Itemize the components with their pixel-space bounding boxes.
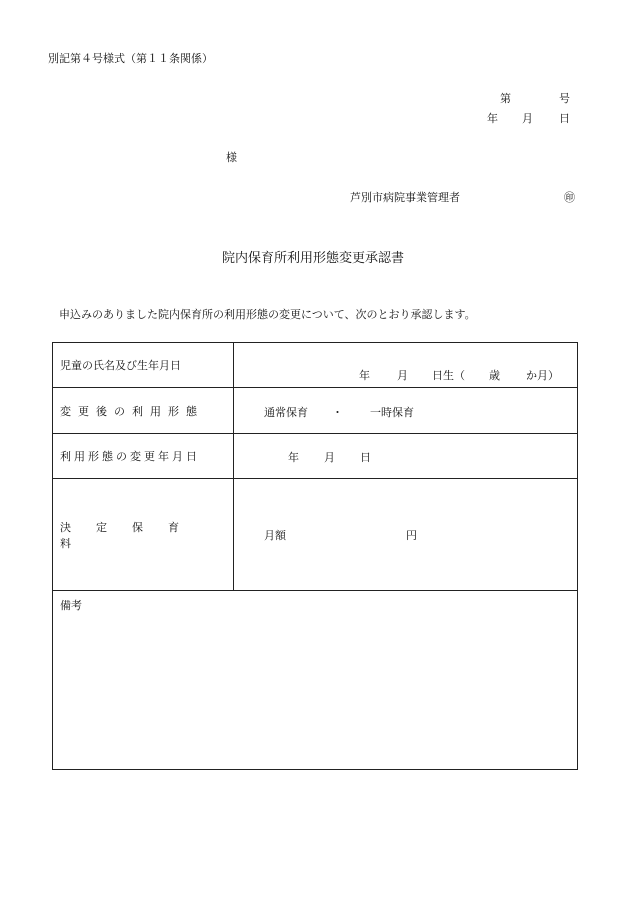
date-year: 年 — [487, 112, 498, 125]
change-year: 年 — [288, 451, 299, 464]
document-number-prefix: 第 — [500, 92, 511, 105]
change-month: 月 — [324, 451, 335, 464]
yen-unit: 円 — [406, 529, 417, 542]
document-title: 院内保育所利用形態変更承認書 — [222, 251, 405, 266]
document-number-suffix: 号 — [559, 92, 570, 105]
table-row — [53, 479, 578, 591]
birth-month: 月 — [397, 369, 408, 382]
date-day: 日 — [559, 112, 570, 125]
seal-mark: ㊞ — [564, 191, 575, 204]
option-regular-care[interactable]: 通常保育 — [264, 406, 308, 419]
change-date-label — [53, 434, 234, 479]
change-date-value[interactable] — [234, 434, 578, 479]
table-row — [53, 591, 578, 770]
birth-year: 年 — [359, 369, 370, 382]
intro-text: 申込みのありました院内保育所の利用形態の変更について、次のとおり承認します。 — [59, 308, 476, 321]
remarks-cell[interactable] — [53, 591, 578, 770]
table-row — [53, 434, 578, 479]
approval-table — [52, 342, 578, 770]
label-text: 決定保育料 — [60, 520, 204, 550]
table-row — [53, 388, 578, 434]
fee-value[interactable] — [234, 479, 578, 591]
date-month: 月 — [522, 112, 533, 125]
label-text: 利用形態の変更年月日 — [60, 450, 200, 463]
age-years: 歳 — [489, 369, 500, 382]
form-reference: 別記第４号様式（第１１条関係） — [48, 52, 213, 65]
monthly-label: 月額 — [264, 529, 286, 542]
age-months: か月） — [526, 369, 559, 382]
remarks-label: 備考 — [60, 599, 82, 612]
fee-label — [53, 479, 234, 591]
usage-after-change-label — [53, 388, 234, 434]
child-name-birthdate-value[interactable] — [234, 343, 578, 388]
birth-day: 日生（ — [432, 369, 465, 382]
option-separator: ・ — [332, 406, 343, 419]
option-temporary-care[interactable]: 一時保育 — [370, 406, 414, 419]
child-name-birthdate-label — [53, 343, 234, 388]
change-day: 日 — [360, 451, 371, 464]
label-text: 変更後の利用形態 — [60, 404, 204, 418]
addressee-honorific: 様 — [226, 151, 237, 164]
usage-after-change-value[interactable] — [234, 388, 578, 434]
table-row — [53, 343, 578, 388]
issuer-name: 芦別市病院事業管理者 — [350, 191, 460, 204]
label-text: 児童の氏名及び生年月日 — [60, 359, 181, 372]
